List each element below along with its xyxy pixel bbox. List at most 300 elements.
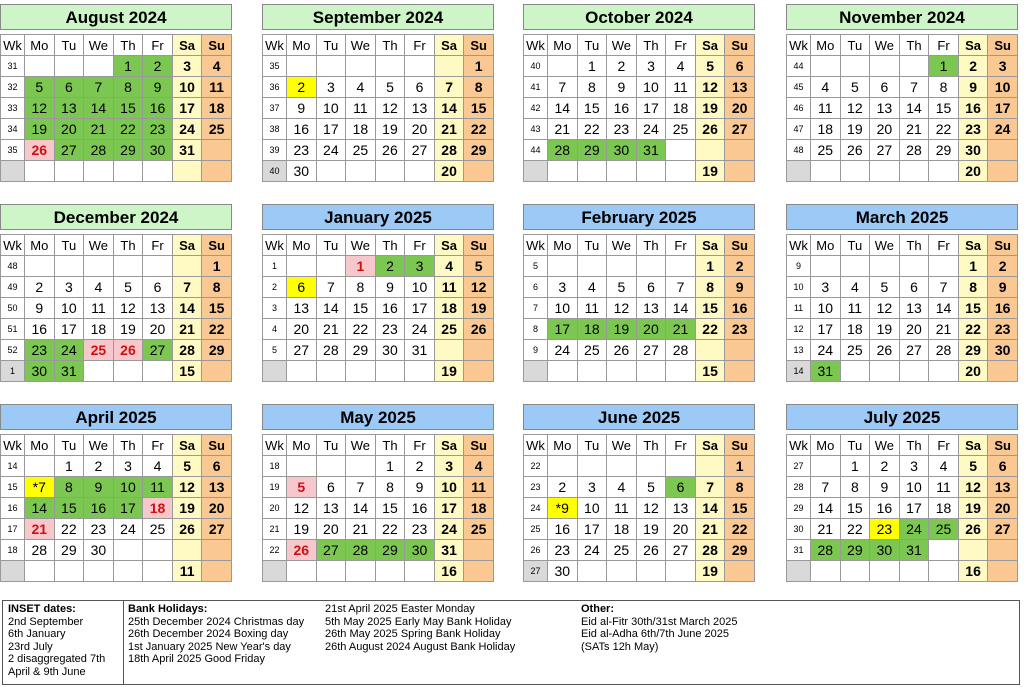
day-cell [666,256,696,277]
day-cell [54,161,84,182]
day-cell: 27 [636,340,666,361]
week-row [1,98,232,119]
weekday-header: Su [464,435,494,456]
week-number: 40 [524,56,548,77]
month-title: July 2025 [786,404,1018,430]
day-cell [113,361,143,382]
week-row [787,498,1018,519]
weekday-header: Su [202,435,232,456]
month-grid [262,434,494,582]
day-cell: 17 [405,298,435,319]
week-number: 13 [787,340,811,361]
day-cell: 30 [607,140,637,161]
day-cell: 20 [988,498,1018,519]
week-number: 44 [787,56,811,77]
day-cell: 16 [725,298,755,319]
day-cell: 12 [172,477,202,498]
weekday-header: We [84,235,114,256]
month-grid [523,434,755,582]
day-cell: 16 [375,298,405,319]
day-cell: 17 [577,519,607,540]
day-cell: 20 [725,98,755,119]
day-cell: 8 [695,277,725,298]
day-cell: 1 [346,256,376,277]
day-cell [725,340,755,361]
day-cell: 14 [929,298,959,319]
day-cell [577,361,607,382]
day-cell [899,256,929,277]
day-cell: 10 [113,477,143,498]
day-cell: 22 [958,319,988,340]
weekday-header-row [524,435,755,456]
day-cell: 29 [929,140,959,161]
weekday-header: Tu [577,35,607,56]
day-cell [84,56,114,77]
week-row [787,277,1018,298]
week-number: 41 [524,77,548,98]
week-row [263,277,494,298]
bank-line: 5th May 2025 Early May Bank Holiday [325,615,512,628]
month-grid [0,234,232,382]
day-cell [958,540,988,561]
day-cell: 16 [25,319,55,340]
weekday-header: Sa [958,35,988,56]
weekday-header: Th [375,435,405,456]
day-cell [899,161,929,182]
week-row [787,119,1018,140]
weekday-header: Fr [405,435,435,456]
day-cell: 15 [840,498,870,519]
day-cell [434,56,464,77]
weekday-header-row [263,435,494,456]
day-cell: 3 [899,456,929,477]
day-cell: 29 [958,340,988,361]
day-cell: 26 [464,319,494,340]
day-cell: 13 [870,98,900,119]
weekday-header: Wk [263,435,287,456]
day-cell [316,256,346,277]
day-cell [464,561,494,582]
day-cell: 24 [172,119,202,140]
day-cell [811,456,841,477]
day-cell: 4 [666,56,696,77]
day-cell [840,256,870,277]
week-number: 28 [787,477,811,498]
day-cell: 30 [548,561,578,582]
day-cell: 23 [84,519,114,540]
day-cell [287,256,317,277]
day-cell: 16 [143,98,173,119]
day-cell: 9 [287,98,317,119]
inset-line: 6th January [8,628,66,640]
week-number: 45 [787,77,811,98]
week-number [787,561,811,582]
day-cell: 2 [25,277,55,298]
week-number: 14 [1,456,25,477]
week-row [787,361,1018,382]
day-cell: 17 [113,498,143,519]
day-cell: 31 [405,340,435,361]
bank-line: 26th August 2024 August Bank Holiday [325,640,516,653]
weekday-header: We [84,435,114,456]
day-cell: 13 [666,498,696,519]
week-row [1,56,232,77]
day-cell [202,361,232,382]
week-number: 36 [263,77,287,98]
weekday-header: We [870,35,900,56]
day-cell [988,140,1018,161]
week-row [1,519,232,540]
day-cell [548,361,578,382]
day-cell: 13 [725,77,755,98]
weekday-header: Tu [840,35,870,56]
day-cell [666,456,696,477]
other-heading: Other: [581,603,614,615]
day-cell: 14 [666,298,696,319]
day-cell: 27 [988,519,1018,540]
week-row [524,77,755,98]
month-grid [523,34,755,182]
day-cell: 2 [870,456,900,477]
month-calendar [262,4,494,182]
week-number [263,561,287,582]
week-row [263,456,494,477]
day-cell: 27 [870,140,900,161]
week-number: 50 [1,298,25,319]
week-row [1,256,232,277]
day-cell: 15 [577,98,607,119]
day-cell: 15 [375,498,405,519]
day-cell: 28 [929,340,959,361]
day-cell: 15 [54,498,84,519]
day-cell: 26 [695,119,725,140]
week-number: 37 [263,98,287,119]
week-row [263,140,494,161]
day-cell: 23 [143,119,173,140]
week-number: 49 [1,277,25,298]
day-cell [84,561,114,582]
day-cell: 2 [548,477,578,498]
day-cell: 23 [287,140,317,161]
week-number: 9 [524,340,548,361]
day-cell: 15 [725,498,755,519]
day-cell: 23 [375,319,405,340]
day-cell: 5 [840,77,870,98]
day-cell: 19 [695,561,725,582]
weekday-header: Tu [840,435,870,456]
day-cell: 25 [577,340,607,361]
day-cell [54,56,84,77]
day-cell: 20 [636,319,666,340]
week-row [524,140,755,161]
day-cell: 1 [958,256,988,277]
day-cell: 3 [434,456,464,477]
day-cell [666,361,696,382]
day-cell: 31 [172,140,202,161]
week-number: 46 [787,98,811,119]
week-number: 34 [1,119,25,140]
day-cell: 9 [25,298,55,319]
day-cell: 26 [375,140,405,161]
day-cell: 6 [666,477,696,498]
day-cell: 14 [172,298,202,319]
day-cell: 28 [172,340,202,361]
weekday-header-row [787,435,1018,456]
day-cell [577,161,607,182]
day-cell: 17 [988,98,1018,119]
day-cell: 28 [434,140,464,161]
day-cell: 10 [988,77,1018,98]
day-cell: 20 [899,319,929,340]
day-cell [113,161,143,182]
day-cell [113,540,143,561]
day-cell [434,340,464,361]
weekday-header: Sa [958,235,988,256]
day-cell: 6 [143,277,173,298]
day-cell: 20 [202,498,232,519]
day-cell: 20 [316,519,346,540]
day-cell [113,256,143,277]
weekday-header: Fr [405,235,435,256]
day-cell [899,56,929,77]
week-number: 47 [787,119,811,140]
day-cell: 15 [695,298,725,319]
day-cell: 12 [695,77,725,98]
day-cell: 1 [840,456,870,477]
day-cell: 7 [316,277,346,298]
day-cell: 22 [695,319,725,340]
bank-heading: Bank Holidays: [128,603,208,615]
day-cell: 10 [811,298,841,319]
month-title: May 2025 [262,404,494,430]
weekday-header: We [607,435,637,456]
weekday-header: Fr [666,35,696,56]
week-number [787,161,811,182]
day-cell: 8 [958,277,988,298]
week-row [263,498,494,519]
day-cell: 4 [202,56,232,77]
day-cell: 27 [899,340,929,361]
day-cell: 31 [54,361,84,382]
week-row [263,540,494,561]
day-cell: 13 [316,498,346,519]
day-cell: 1 [577,56,607,77]
weekday-header: Wk [1,435,25,456]
week-row [263,561,494,582]
day-cell: 19 [172,498,202,519]
weekday-header: Tu [54,35,84,56]
weekday-header-row [787,235,1018,256]
day-cell [725,561,755,582]
day-cell: 3 [316,77,346,98]
weekday-header-row [787,35,1018,56]
week-number: 12 [787,319,811,340]
day-cell: 17 [172,98,202,119]
weekday-header: Mo [287,235,317,256]
weekday-header: Mo [25,435,55,456]
day-cell: 16 [958,561,988,582]
day-cell: 5 [636,477,666,498]
day-cell: 24 [405,319,435,340]
weekday-header: Tu [54,435,84,456]
week-number [524,361,548,382]
month-title: January 2025 [262,204,494,230]
weekday-header: Th [899,35,929,56]
day-cell [840,161,870,182]
day-cell: 21 [84,119,114,140]
month-calendar [262,204,494,382]
day-cell: 18 [811,119,841,140]
day-cell: 12 [287,498,317,519]
weekday-header: Fr [666,435,696,456]
day-cell: 14 [25,498,55,519]
month-title: September 2024 [262,4,494,30]
day-cell: 19 [113,319,143,340]
day-cell [287,456,317,477]
day-cell [929,540,959,561]
day-cell: 18 [840,319,870,340]
day-cell [666,140,696,161]
day-cell: 21 [434,119,464,140]
week-number: 52 [1,340,25,361]
weekday-header: Wk [524,35,548,56]
day-cell: 28 [899,140,929,161]
day-cell: 14 [84,98,114,119]
week-row [263,256,494,277]
day-cell: 18 [202,98,232,119]
inset-line: 2nd September [8,615,84,628]
day-cell: 4 [607,477,637,498]
day-cell [464,540,494,561]
day-cell: 4 [811,77,841,98]
week-row [787,561,1018,582]
day-cell: 28 [548,140,578,161]
week-row [787,161,1018,182]
inset-line: April & 9th June [8,665,86,678]
day-cell [870,561,900,582]
day-cell: 16 [405,498,435,519]
day-cell: 5 [25,77,55,98]
day-cell: 10 [172,77,202,98]
day-cell: 17 [899,498,929,519]
weekday-header: Th [113,235,143,256]
weekday-header: We [346,35,376,56]
day-cell: 21 [25,519,55,540]
day-cell: 15 [346,298,376,319]
day-cell: 22 [929,119,959,140]
week-number: 20 [263,498,287,519]
day-cell: 27 [202,519,232,540]
day-cell [84,361,114,382]
day-cell: 13 [899,298,929,319]
day-cell [811,561,841,582]
day-cell: 5 [113,277,143,298]
day-cell: 18 [464,498,494,519]
weekday-header: Fr [405,35,435,56]
day-cell [113,561,143,582]
day-cell: 5 [958,456,988,477]
day-cell: 1 [202,256,232,277]
day-cell: 15 [958,298,988,319]
day-cell: 18 [434,298,464,319]
week-row [524,277,755,298]
day-cell: 9 [870,477,900,498]
day-cell: 28 [666,340,696,361]
day-cell: 22 [840,519,870,540]
weekday-header: Mo [25,235,55,256]
week-row [787,340,1018,361]
day-cell: 10 [636,77,666,98]
week-number: 23 [524,477,548,498]
day-cell [25,56,55,77]
week-number: 32 [1,77,25,98]
week-row [1,277,232,298]
day-cell [346,561,376,582]
day-cell: 4 [434,256,464,277]
other-line: Eid al-Fitr 30th/31st March 2025 [581,615,738,628]
week-number: 44 [524,140,548,161]
day-cell: 9 [988,277,1018,298]
day-cell [636,256,666,277]
day-cell: 5 [375,77,405,98]
day-cell: 5 [870,277,900,298]
day-cell: 25 [434,319,464,340]
month-calendar [786,204,1018,382]
day-cell: 4 [840,277,870,298]
day-cell [548,456,578,477]
day-cell [287,561,317,582]
week-row [787,56,1018,77]
day-cell [840,361,870,382]
weekday-header: Th [899,435,929,456]
day-cell: 11 [929,477,959,498]
day-cell: 7 [172,277,202,298]
day-cell: 30 [870,540,900,561]
bank-line: 18th April 2025 Good Friday [128,653,265,665]
day-cell: 19 [870,319,900,340]
day-cell [54,256,84,277]
day-cell: 18 [577,319,607,340]
week-row [1,119,232,140]
weekday-header: Wk [1,235,25,256]
week-row [524,561,755,582]
day-cell [464,340,494,361]
day-cell: 10 [316,98,346,119]
weekday-header: Sa [172,235,202,256]
week-number: 27 [787,456,811,477]
day-cell: 10 [548,298,578,319]
day-cell: 11 [346,98,376,119]
day-cell: 28 [695,540,725,561]
week-row [1,77,232,98]
day-cell: 17 [434,498,464,519]
day-cell: *9 [548,498,578,519]
day-cell: 3 [988,56,1018,77]
week-row [1,298,232,319]
day-cell: 3 [636,56,666,77]
day-cell: 15 [113,98,143,119]
month-title: November 2024 [786,4,1018,30]
day-cell: 26 [870,340,900,361]
day-cell: 26 [636,540,666,561]
day-cell: 24 [636,119,666,140]
day-cell [375,561,405,582]
day-cell: 1 [695,256,725,277]
day-cell: 9 [958,77,988,98]
weekday-header: Th [375,235,405,256]
day-cell [202,161,232,182]
day-cell: 7 [548,77,578,98]
